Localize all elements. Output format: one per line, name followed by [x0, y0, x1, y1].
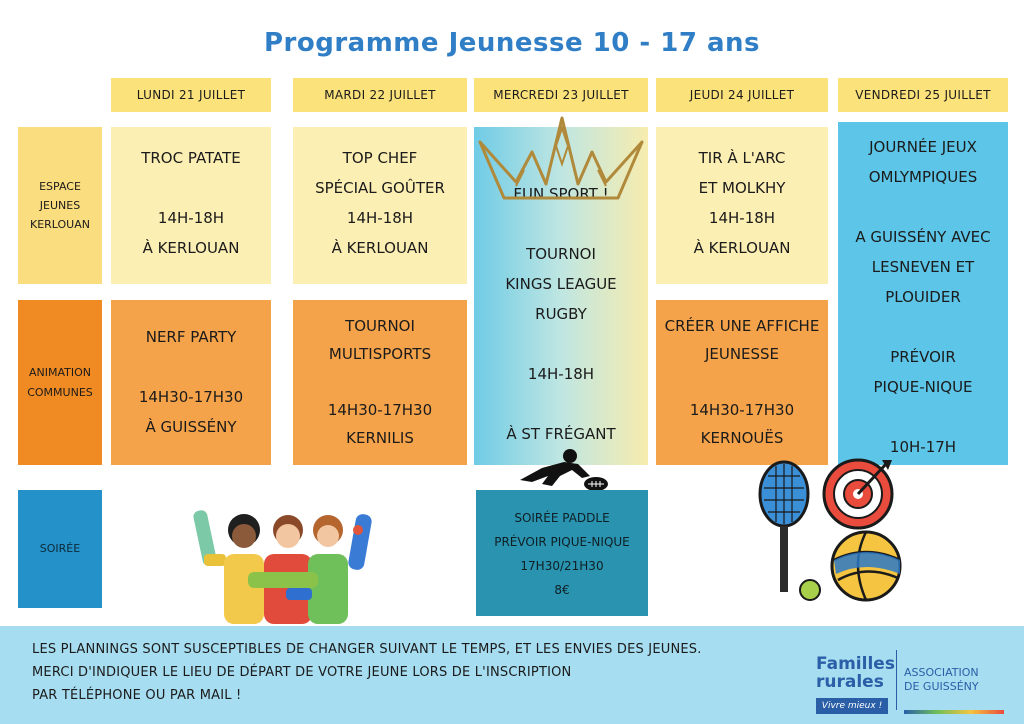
cell-line: 14H30-17H30	[138, 388, 244, 406]
day-header-monday: LUNDI 21 JUILLET	[111, 78, 271, 112]
row-label-animation-communes	[18, 300, 102, 465]
row-label-line: COMMUNES	[27, 385, 93, 399]
cell-line: KINGS LEAGUE	[505, 275, 617, 293]
cell-line: PRÉVOIR PIQUE-NIQUE	[494, 535, 630, 549]
row-label-line: ESPACE	[39, 179, 81, 193]
cell-line: FUN SPORT !	[513, 185, 609, 203]
cell-line: 14H-18H	[527, 365, 595, 383]
cell-line: JOURNÉE JEUX	[869, 138, 977, 156]
cell-line: À KERLOUAN	[331, 239, 429, 257]
cell-line: À GUISSÉNY	[145, 418, 237, 436]
row-label-line: JEUNES	[39, 198, 81, 212]
row-label-line: SOIRÉE	[39, 542, 81, 556]
cell-line: TOURNOI	[526, 245, 596, 263]
cell-line: PIQUE-NIQUE	[873, 378, 973, 396]
cell-line: À KERLOUAN	[142, 239, 240, 257]
logo-brand-line2: rurales	[816, 672, 884, 692]
cell-line: PLOUIDER	[885, 288, 961, 306]
cell-thursday-espace	[656, 127, 828, 284]
logo-color-strip	[904, 710, 1004, 714]
cell-line: À ST FRÉGANT	[506, 425, 616, 443]
cell-monday-animation	[111, 300, 271, 465]
rugby-player-icon	[512, 446, 612, 494]
cell-line: A GUISSÉNY AVEC	[855, 228, 991, 246]
footer-line: LES PLANNINGS SONT SUSCEPTIBLES DE CHANGER SUIVANT LE TEMPS, ET LES ENVIES DES JEUNES.	[32, 642, 702, 657]
cell-line: OMLYMPIQUES	[868, 168, 978, 186]
cell-line: 14H-18H	[708, 209, 776, 227]
cell-line: 14H-18H	[157, 209, 225, 227]
logo-association	[904, 666, 979, 694]
footer-line: MERCI D'INDIQUER LE LIEU DE DÉPART DE VOTRE JEUNE LORS DE L'INSCRIPTION	[32, 665, 572, 680]
row-label-line: ANIMATION	[28, 366, 91, 380]
cell-line: SOIRÉE PADDLE	[514, 511, 610, 525]
day-header-wednesday: MERCREDI 23 JUILLET	[474, 78, 648, 112]
cell-line: JEUNESSE	[704, 345, 780, 363]
cell-thursday-animation	[656, 300, 828, 465]
day-header-thursday: JEUDI 24 JUILLET	[656, 78, 828, 112]
cell-line: NERF PARTY	[145, 328, 237, 346]
row-label-line: KERLOUAN	[29, 218, 90, 232]
crown-icon	[476, 112, 646, 204]
cell-tuesday-espace	[293, 127, 467, 284]
logo-tagline: Vivre mieux !	[816, 698, 888, 714]
cell-line: 17H30/21H30	[520, 559, 604, 573]
row-label-espace-jeunes	[18, 127, 102, 284]
cell-line: 8€	[554, 583, 570, 597]
cell-line: ET MOLKHY	[698, 179, 786, 197]
logo-association-line: DE GUISSÉNY	[904, 680, 979, 693]
cell-line: TOP CHEF	[342, 149, 418, 167]
cell-line: LESNEVEN ET	[871, 258, 975, 276]
sports-equipment-illustration	[754, 456, 908, 606]
cell-line: 10H-17H	[889, 438, 957, 456]
cell-monday-espace	[111, 127, 271, 284]
logo-brand-line1: Familles	[816, 654, 895, 674]
cell-line: 14H-18H	[346, 209, 414, 227]
cell-line: CRÉER UNE AFFICHE	[664, 317, 820, 335]
cell-line: TIR À L'ARC	[698, 149, 786, 167]
cell-line: RUGBY	[535, 305, 587, 323]
logo-divider	[896, 650, 897, 710]
cell-line: 14H30-17H30	[689, 401, 795, 419]
row-label-soiree	[18, 490, 102, 608]
cell-line: SPÉCIAL GOÛTER	[315, 179, 445, 197]
footer-notice	[32, 638, 702, 707]
day-header-friday: VENDREDI 25 JUILLET	[838, 78, 1008, 112]
day-header-tuesday: MARDI 22 JUILLET	[293, 78, 467, 112]
cell-line: À KERLOUAN	[693, 239, 791, 257]
footer-line: PAR TÉLÉPHONE OU PAR MAIL !	[32, 688, 242, 703]
cell-friday-main	[838, 122, 1008, 465]
page-title: Programme Jeunesse 10 - 17 ans	[263, 28, 761, 58]
kids-water-guns-illustration	[192, 500, 382, 624]
familles-rurales-logo	[810, 640, 1010, 720]
cell-line: PRÉVOIR	[890, 348, 956, 366]
cell-line: TROC PATATE	[141, 149, 241, 167]
cell-line: KERNILIS	[346, 429, 414, 447]
cell-line: TOURNOI	[345, 317, 415, 335]
cell-line: MULTISPORTS	[328, 345, 432, 363]
cell-tuesday-animation	[293, 300, 467, 465]
cell-wednesday-soiree	[476, 490, 648, 616]
logo-association-line: ASSOCIATION	[904, 666, 979, 679]
cell-line: 14H30-17H30	[327, 401, 433, 419]
cell-line: KERNOUËS	[700, 429, 784, 447]
